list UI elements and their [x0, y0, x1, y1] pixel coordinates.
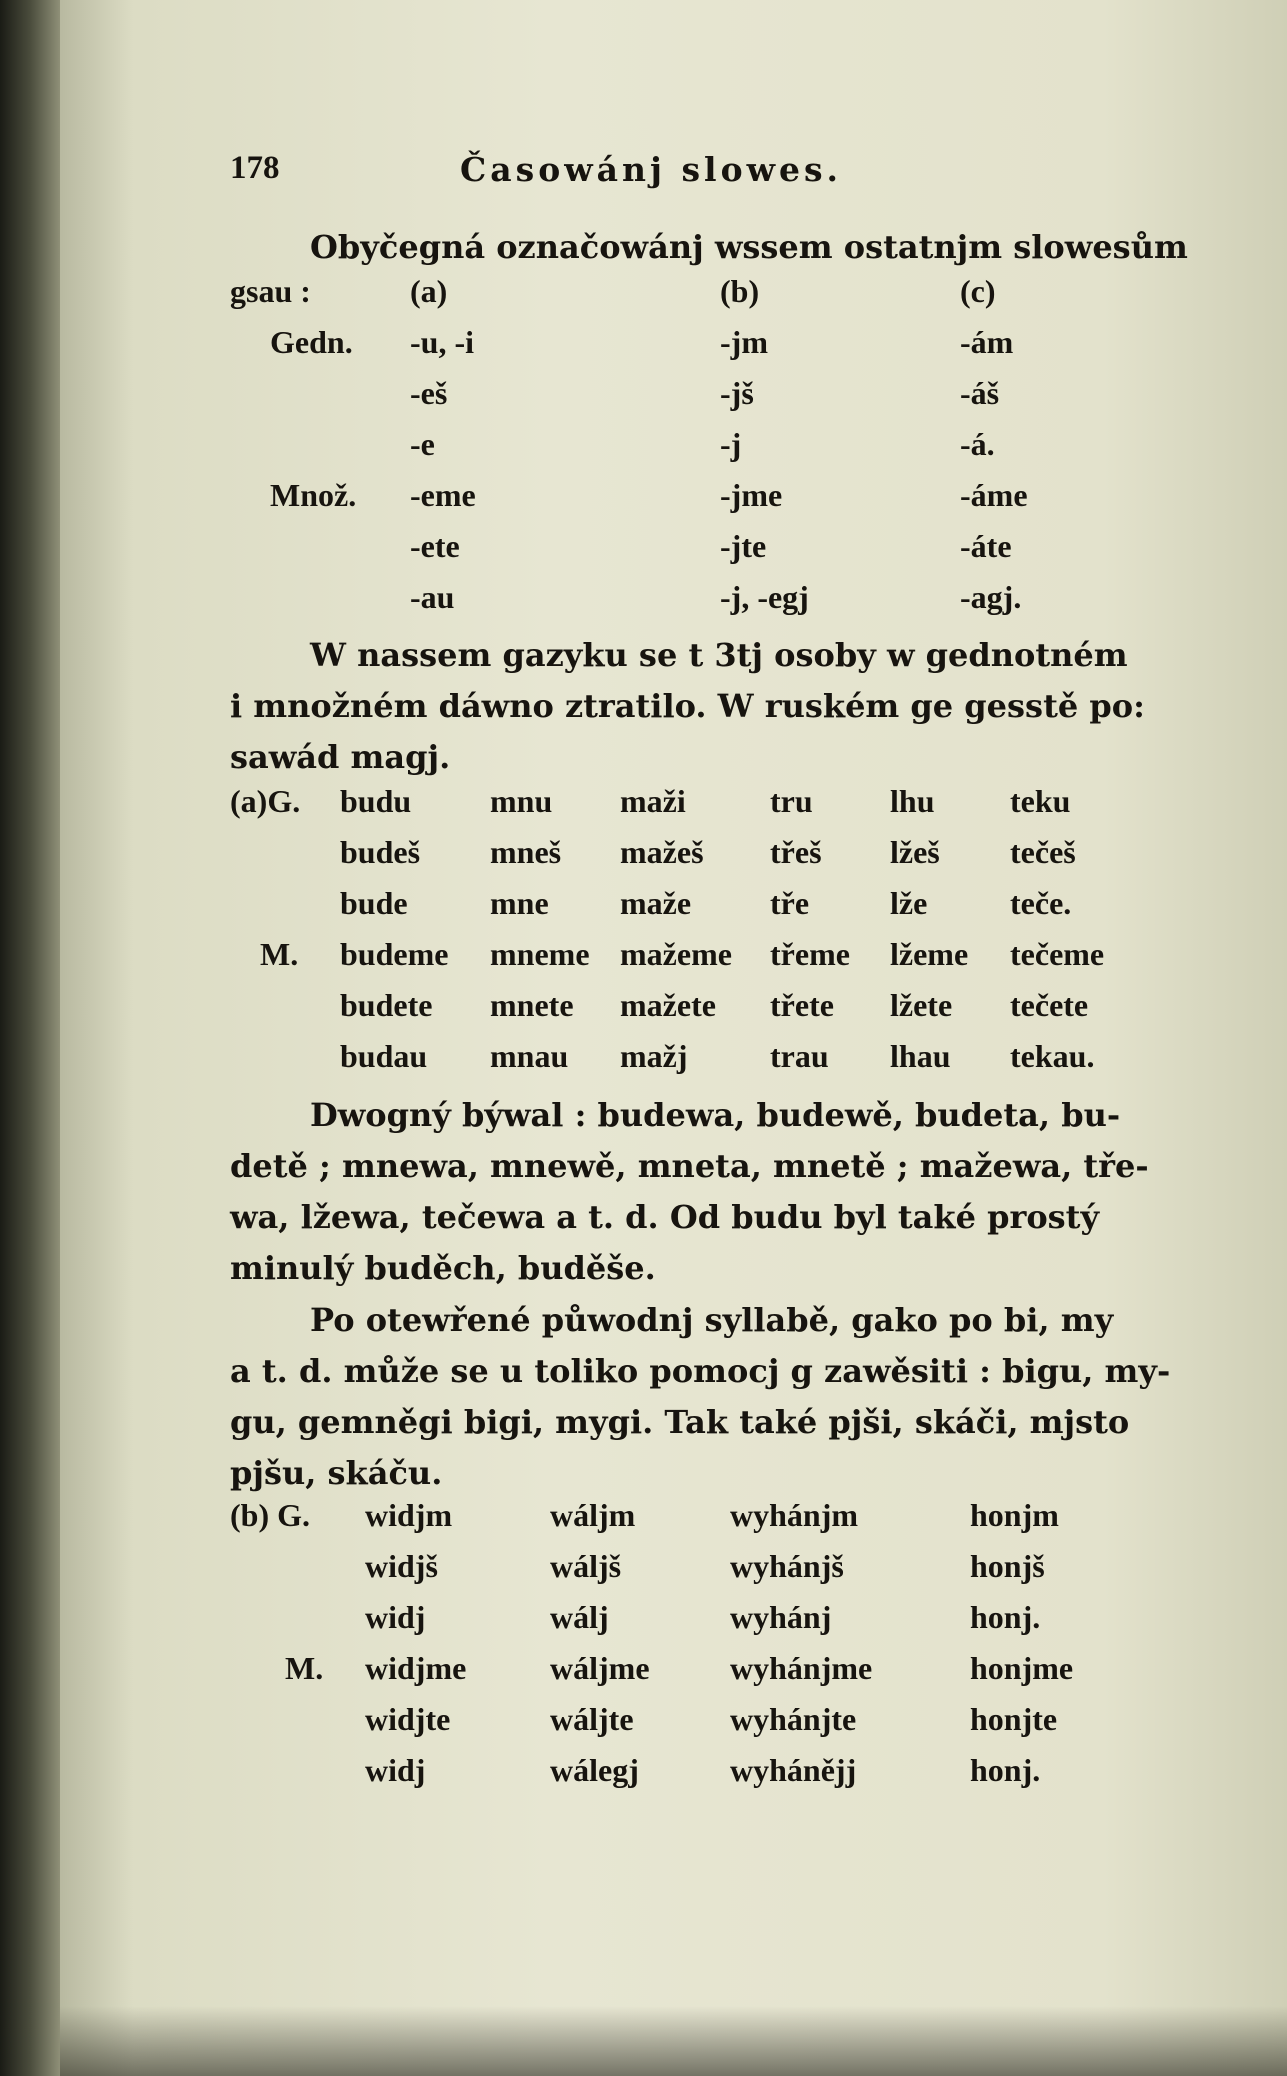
table-cell: -á.	[960, 426, 995, 462]
paragraph-dual-forms	[230, 1090, 1149, 1294]
text-line: Obyčegná označowánj wssem ostatnjm slowesům	[310, 228, 1188, 266]
table-cell: mne	[490, 885, 549, 921]
conjugation-table-a	[230, 783, 1150, 1089]
table-cell: honj.	[970, 1599, 1041, 1635]
text-line: minulý buděch, buděše.	[230, 1249, 656, 1287]
table-cell: mneme	[490, 936, 590, 972]
table-cell: wyhánjm	[730, 1497, 859, 1533]
book-page	[60, 0, 1287, 2076]
table-row	[230, 375, 1130, 426]
table-cell: třeme	[770, 936, 850, 972]
table-cell: widj	[365, 1752, 426, 1788]
table-cell: wáljš	[550, 1548, 622, 1584]
table-row	[230, 936, 1150, 987]
table-cell: tečeme	[1010, 936, 1105, 972]
text-line: wa, lžewa, tečewa a t. d. Od budu byl také prostý	[230, 1198, 1100, 1236]
table-cell: budeme	[340, 936, 449, 972]
table-cell: wyhánjme	[730, 1650, 873, 1686]
table-cell: wyhánj	[730, 1599, 832, 1635]
text-line: gsau :	[230, 273, 311, 309]
table-cell: tekau.	[1010, 1038, 1095, 1074]
table-row	[230, 1650, 1130, 1701]
table-cell: -jm	[720, 324, 768, 360]
table-cell: honjm	[970, 1497, 1059, 1533]
table-cell: mnau	[490, 1038, 569, 1074]
table-cell: lhu	[890, 783, 935, 819]
intro-paragraph	[230, 222, 1188, 273]
table-cell: tru	[770, 783, 813, 819]
conjugation-table-b	[230, 1497, 1130, 1803]
table-cell: lžeš	[890, 834, 940, 870]
table-cell: -u, -i	[410, 324, 474, 360]
book-spine-shadow	[0, 0, 60, 2076]
table-cell: -jš	[720, 375, 754, 411]
row-label: Množ.	[270, 477, 357, 513]
ending-table	[230, 273, 1130, 630]
table-cell: wyhánjte	[730, 1701, 857, 1737]
row-label: Gedn.	[270, 324, 353, 360]
table-cell: třete	[770, 987, 834, 1023]
table-row	[230, 324, 1130, 375]
table-row	[230, 477, 1130, 528]
table-row	[230, 426, 1130, 477]
table-cell: -eme	[410, 477, 476, 513]
table-cell: widj	[365, 1599, 426, 1635]
table-cell: bude	[340, 885, 408, 921]
paragraph-open-syllable	[230, 1295, 1171, 1499]
table-cell: teče.	[1010, 885, 1072, 921]
table-cell: lžete	[890, 987, 953, 1023]
table-cell: -ete	[410, 528, 460, 564]
row-label: M.	[260, 936, 299, 972]
table-header-row	[230, 273, 1130, 324]
column-header: (a)	[410, 273, 448, 309]
row-label: (a)G.	[230, 783, 301, 819]
table-cell: -au	[410, 579, 455, 615]
running-title: Časowánj slowes.	[460, 150, 843, 189]
table-cell: tečete	[1010, 987, 1089, 1023]
table-cell: -jme	[720, 477, 783, 513]
table-row	[230, 579, 1130, 630]
table-cell: maži	[620, 783, 686, 819]
row-label: M.	[285, 1650, 324, 1686]
table-cell: mažeš	[620, 834, 704, 870]
table-cell: budu	[340, 783, 412, 819]
text-line: sawád magj.	[230, 738, 451, 776]
table-cell: budau	[340, 1038, 428, 1074]
table-cell: tečeš	[1010, 834, 1076, 870]
table-cell: -jte	[720, 528, 767, 564]
table-row	[230, 1599, 1130, 1650]
table-row	[230, 987, 1150, 1038]
table-cell: lhau	[890, 1038, 951, 1074]
table-cell: budeš	[340, 834, 421, 870]
table-cell: wáljm	[550, 1497, 636, 1533]
page-number: 178	[230, 150, 280, 186]
table-cell: honjte	[970, 1701, 1058, 1737]
table-cell: -áme	[960, 477, 1028, 513]
table-cell: teku	[1010, 783, 1071, 819]
table-cell: -agj.	[960, 579, 1022, 615]
text-line: i množném dáwno ztratilo. W ruském ge gesstě po:	[230, 687, 1145, 725]
table-cell: wálegj	[550, 1752, 639, 1788]
table-cell: mažeme	[620, 936, 732, 972]
text-line: a t. d. může se u toliko pomocj g zawěsiti : bigu, my-	[230, 1352, 1171, 1390]
table-cell: wyhánějj	[730, 1752, 857, 1788]
table-cell: lže	[890, 885, 928, 921]
table-cell: -áte	[960, 528, 1012, 564]
table-cell: -j	[720, 426, 742, 462]
text-line: gu, gemněgi bigi, mygi. Tak také pjši, skáči, mjsto	[230, 1403, 1130, 1441]
table-cell: widjm	[365, 1497, 453, 1533]
table-row	[230, 1548, 1130, 1599]
table-row	[230, 885, 1150, 936]
text-line: pjšu, skáču.	[230, 1454, 443, 1492]
table-row	[230, 1752, 1130, 1803]
table-cell: wáljte	[550, 1701, 634, 1737]
table-cell: -j, -egj	[720, 579, 809, 615]
table-cell: mneš	[490, 834, 562, 870]
table-row	[230, 1038, 1150, 1089]
table-cell: widjš	[365, 1548, 438, 1584]
table-cell: mažete	[620, 987, 716, 1023]
page-header	[230, 150, 960, 200]
table-cell: wyhánjš	[730, 1548, 844, 1584]
table-cell: tře	[770, 885, 810, 921]
table-cell: wálj	[550, 1599, 609, 1635]
text-line: Dwogný býwal : budewa, budewě, budeta, bu-	[310, 1096, 1121, 1134]
table-row	[230, 528, 1130, 579]
table-cell: honj.	[970, 1752, 1041, 1788]
table-cell: mnu	[490, 783, 553, 819]
table-cell: -eš	[410, 375, 448, 411]
table-cell: maže	[620, 885, 692, 921]
table-cell: mnete	[490, 987, 574, 1023]
table-cell: -áš	[960, 375, 1000, 411]
table-cell: mažj	[620, 1038, 688, 1074]
table-cell: wáljme	[550, 1650, 650, 1686]
table-row	[230, 834, 1150, 885]
table-cell: lžeme	[890, 936, 969, 972]
table-row	[230, 783, 1150, 834]
table-row	[230, 1701, 1130, 1752]
table-cell: budete	[340, 987, 433, 1023]
text-line: W nassem gazyku se t 3tj osoby w gednotném	[310, 636, 1128, 674]
column-header: (c)	[960, 273, 996, 309]
column-header: (b)	[720, 273, 760, 309]
table-cell: třeš	[770, 834, 822, 870]
table-cell: trau	[770, 1038, 829, 1074]
table-row	[230, 1497, 1130, 1548]
paragraph-dual-loss	[230, 630, 1145, 783]
row-label: (b) G.	[230, 1497, 310, 1533]
table-cell: widjte	[365, 1701, 451, 1737]
table-cell: widjme	[365, 1650, 467, 1686]
text-line: Po otewřené půwodnj syllabě, gako po bi, my	[310, 1301, 1114, 1339]
table-cell: -ám	[960, 324, 1014, 360]
text-line: detě ; mnewa, mnewě, mneta, mnetě ; mažewa, tře-	[230, 1147, 1149, 1185]
table-cell: honjš	[970, 1548, 1045, 1584]
table-cell: honjme	[970, 1650, 1074, 1686]
table-cell: -e	[410, 426, 435, 462]
